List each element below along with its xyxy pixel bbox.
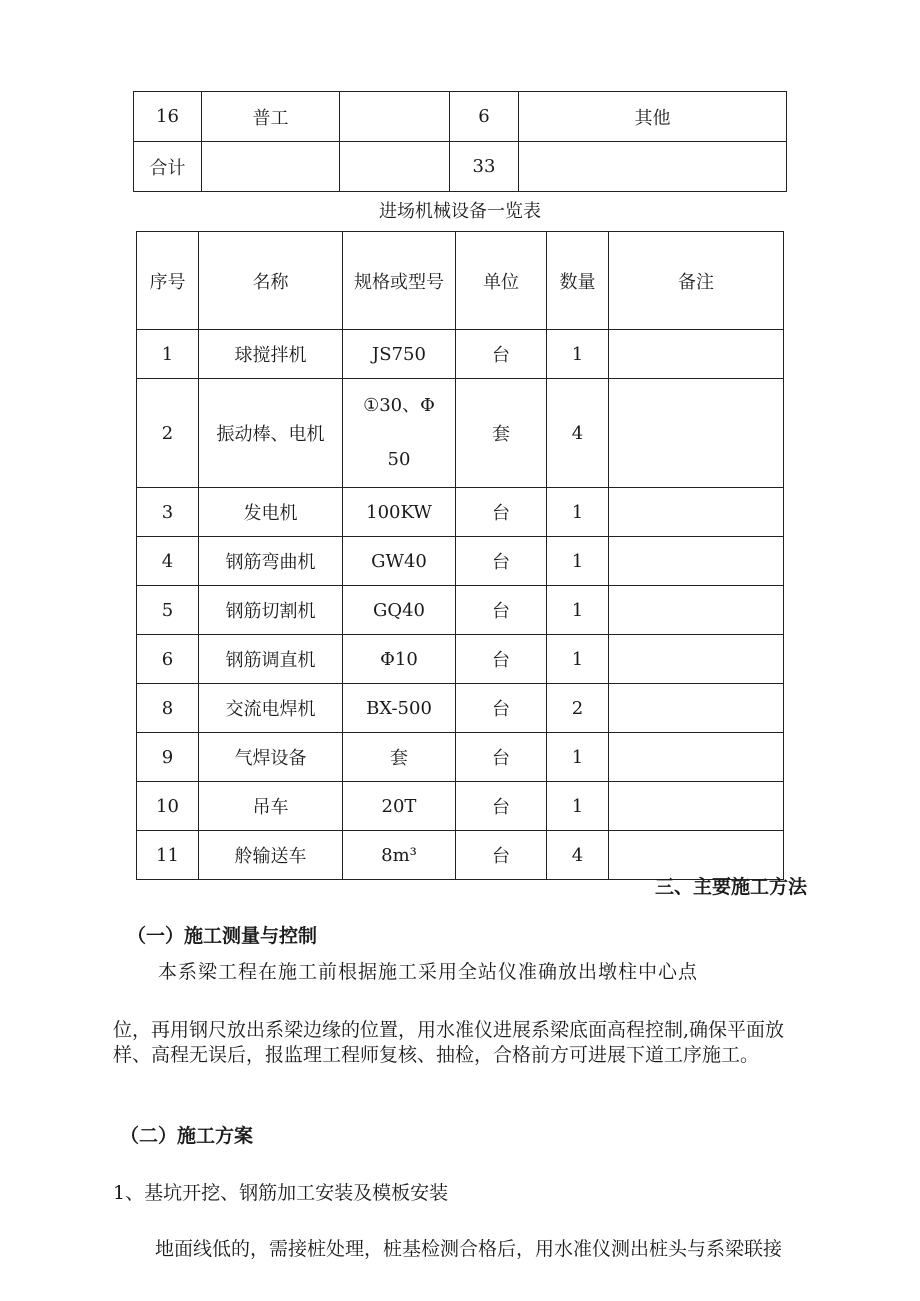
paragraph-1-first-line: 本系梁工程在施工前根据施工采用全站仪准确放出墩柱中心点: [158, 961, 699, 983]
cell-no: 6: [137, 635, 199, 684]
cell-qty: 4: [547, 831, 609, 880]
cell-spec: Φ10: [343, 635, 456, 684]
cell-qty: 2: [547, 684, 609, 733]
cell-name: 发电机: [199, 488, 343, 537]
table-row: [134, 92, 787, 142]
cell-unit: 台: [456, 537, 547, 586]
cell-no: 4: [137, 537, 199, 586]
equipment-table-caption: 进场机械设备一览表: [379, 201, 541, 222]
table-row: [137, 330, 784, 379]
table-row: [137, 684, 784, 733]
cell-no: 5: [137, 586, 199, 635]
cell-no: 16: [134, 92, 202, 142]
labor-table: [133, 91, 787, 192]
cell-type: [202, 142, 340, 192]
cell-count: 33: [450, 142, 519, 192]
cell-spec-line1: ①30、Φ: [363, 395, 435, 416]
cell-note: [609, 586, 784, 635]
section-3-title: 三、主要施工方法: [654, 876, 807, 898]
cell-name: 交流电焊机: [199, 684, 343, 733]
cell-no: 2: [137, 379, 199, 488]
header-qty: 数量: [547, 232, 609, 330]
cell-note: [519, 142, 787, 192]
cell-spec: BX-500: [343, 684, 456, 733]
cell-note: [609, 379, 784, 488]
cell-unit: 台: [456, 684, 547, 733]
cell-note: 其他: [519, 92, 787, 142]
cell-qty: 1: [547, 488, 609, 537]
cell-spec: [340, 92, 450, 142]
cell-qty: 1: [547, 782, 609, 831]
header-note: 备注: [609, 232, 784, 330]
cell-note: [609, 635, 784, 684]
cell-spec: JS750: [343, 330, 456, 379]
table-row: [137, 586, 784, 635]
cell-spec: GQ40: [343, 586, 456, 635]
cell-name: 振动棒、电机: [199, 379, 343, 488]
cell-unit: 台: [456, 831, 547, 880]
cell-no: 10: [137, 782, 199, 831]
table-row: [134, 142, 787, 192]
cell-qty: 1: [547, 537, 609, 586]
cell-count: 6: [450, 92, 519, 142]
header-unit: 单位: [456, 232, 547, 330]
cell-note: [609, 537, 784, 586]
table-row: [137, 537, 784, 586]
cell-qty: 1: [547, 586, 609, 635]
cell-name: 钢筋切割机: [199, 586, 343, 635]
paragraph-1-continuation: 位，再用钢尺放出系梁边缘的位置，用水准仪进展系梁底面高程控制,确保平面放样、高程无误后，报监理工程师复核、抽检，合格前方可进展下道工序施工。: [113, 1019, 785, 1066]
cell-spec: [343, 379, 456, 488]
table-row: [137, 488, 784, 537]
cell-spec: 8m³: [343, 831, 456, 880]
cell-qty: 1: [547, 330, 609, 379]
cell-unit: 台: [456, 635, 547, 684]
cell-no: 9: [137, 733, 199, 782]
cell-qty: 4: [547, 379, 609, 488]
cell-name: 钢筋调直机: [199, 635, 343, 684]
equipment-table: [136, 231, 784, 880]
cell-note: [609, 488, 784, 537]
cell-unit: 台: [456, 330, 547, 379]
header-no: 序号: [137, 232, 199, 330]
table-row: [137, 782, 784, 831]
cell-unit: 台: [456, 782, 547, 831]
cell-note: [609, 684, 784, 733]
cell-name: 球搅拌机: [199, 330, 343, 379]
cell-spec-line2: 50: [387, 449, 411, 470]
cell-spec: 20T: [343, 782, 456, 831]
cell-note: [609, 733, 784, 782]
subsection-1-title: （一）施工测量与控制: [127, 925, 318, 947]
cell-unit: 套: [456, 379, 547, 488]
cell-qty: 1: [547, 733, 609, 782]
cell-name: 吊车: [199, 782, 343, 831]
paragraph-2-first-line: 地面线低的，需接桩处理，桩基检测合格后，用水准仪测出桩头与系梁联接: [155, 1238, 783, 1260]
cell-unit: 台: [456, 733, 547, 782]
item-1-title: 1、基坑开挖、钢筋加工安装及模板安装: [113, 1182, 449, 1204]
cell-spec: [340, 142, 450, 192]
cell-no: 1: [137, 330, 199, 379]
cell-name: 钢筋弯曲机: [199, 537, 343, 586]
table-row: [137, 635, 784, 684]
header-name: 名称: [199, 232, 343, 330]
table-row: [137, 379, 784, 488]
cell-spec: GW40: [343, 537, 456, 586]
cell-unit: 台: [456, 586, 547, 635]
cell-note: [609, 782, 784, 831]
cell-spec: 100KW: [343, 488, 456, 537]
cell-name: 舲输送车: [199, 831, 343, 880]
table-row: [137, 733, 784, 782]
cell-spec: 套: [343, 733, 456, 782]
table-header-row: [137, 232, 784, 330]
cell-no: 合计: [134, 142, 202, 192]
cell-name: 气焊设备: [199, 733, 343, 782]
cell-no: 8: [137, 684, 199, 733]
subsection-2-title: （二）施工方案: [120, 1125, 254, 1147]
cell-note: [609, 330, 784, 379]
header-spec: 规格或型号: [343, 232, 456, 330]
cell-no: 11: [137, 831, 199, 880]
cell-qty: 1: [547, 635, 609, 684]
cell-unit: 台: [456, 488, 547, 537]
cell-type: 普工: [202, 92, 340, 142]
cell-no: 3: [137, 488, 199, 537]
